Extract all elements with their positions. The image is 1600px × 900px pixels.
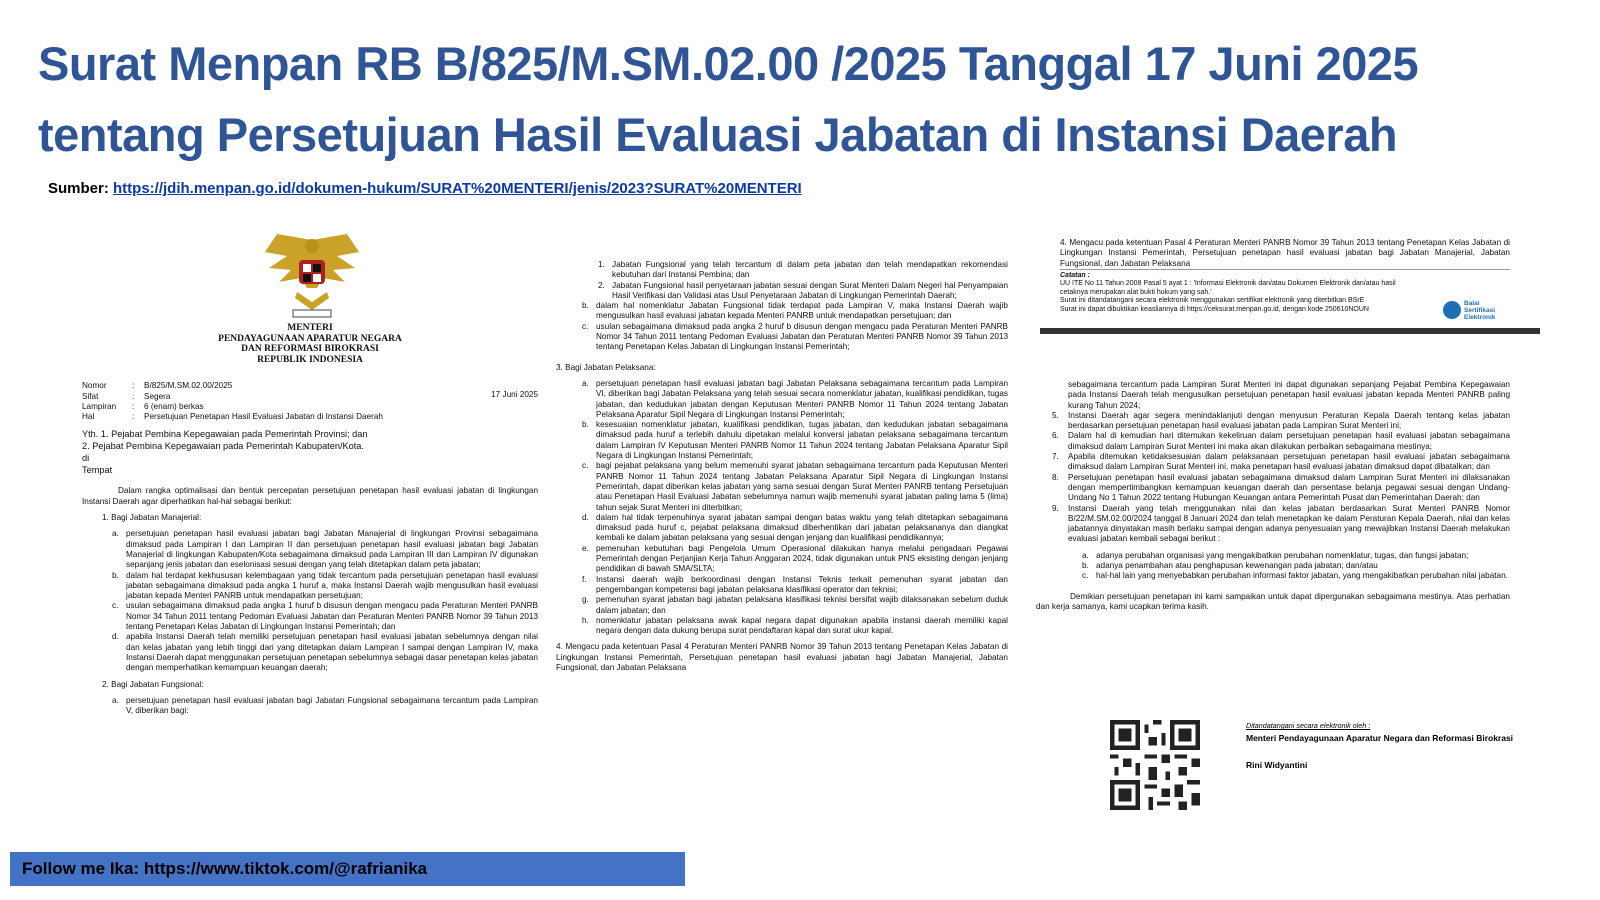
letter-header — [82, 323, 538, 365]
list-item: b. dalam hal terdapat kekhususan kelembagaan yang tidak tercantum pada persetujuan penetapan hasil evaluasi jabatan sebagaimana dimaksud pada angka 1 huruf a, maka Instansi Daerah wajib mengusulkan hasil evaluasi jabatan kepada Menteri PANRB untuk mendapatkan persetujuan; — [112, 570, 538, 601]
list-item: 9. Instansi Daerah yang telah menggunakan nilai dan kelas jabatan berdasarkan Surat Menteri PANRB Nomor B/22/M.SM.02.00/2024 tanggal 8 Januari 2024 dan telah menetapkan ke dalam Peraturan Kepala Daerah, nilai dan kelas jabatannya dinyatakan masih berlaku sampai dengan adanya penyesuaian yang mewajibkan Instansi Daerah melakukan evaluasi jabatan kembali sebagai berikut : — [1052, 503, 1510, 544]
section-title: 3. Bagi Jabatan Pelaksana: — [556, 362, 656, 372]
slide-title — [38, 28, 1578, 170]
title-line-1: Surat Menpan RB B/825/M.SM.02.00 /2025 Tanggal 17 Juni 2025 — [38, 37, 1419, 90]
page-divider — [1040, 328, 1540, 334]
qr-code-icon — [1110, 720, 1200, 810]
list-item: g. pemenuhan syarat jabatan bagi jabatan pelaksana klasifikasi teknisi bersifat wajib dilaksanakan sebelum duduk dalam jabatan; dan — [582, 595, 1008, 615]
list-item: sebagaimana tercantum pada Lampiran Surat Menteri ini dapat digunakan sepanjang Pejabat Pembina Kepegawaian pada Instansi Daerah telah mengusulkan persetujuan penetapan hasil evaluasi jabatan kepada Menteri PANRB paling kurang Tahun 2024; — [1068, 380, 1510, 410]
bsre-logo-icon — [1443, 301, 1461, 319]
list-item: 7. Apabila ditemukan ketidaksesuaian dalam pelaksanaan persetujuan penetapan hasil evaluasi jabatan sebagaimana dimaksud dalam Lampiran Surat Menteri ini, maka penetapan hasil evaluasi jabatan dimaksud dapat dibatalkan; dan — [1052, 452, 1510, 472]
letter-page-3 — [1036, 380, 1510, 612]
footer-banner: Follow me Ika: https://www.tiktok.com/@rafrianika — [10, 852, 685, 886]
list-item: a. persetujuan penetapan hasil evaluasi jabatan bagi Jabatan Manajerial di lingkungan Provinsi sebagaimana dimaksud pada Lampiran I dan Lampiran II dan persetujuan penetapan hasil evaluasi jabatan bagi Jabatan Manajerial di lingkungan Kabupaten/Kota sebagaimana dimaksud pada Lampiran III dan Lampiran IV digunakan sepanjang jenis jabatan dan eselonisasi sesuai dengan yang telah ditetapkan dalam peta jabatan; — [112, 529, 538, 570]
list-item: c. usulan sebagaimana dimaksud pada angka 2 huruf b disusun dengan mengacu pada Peraturan Menteri PANRB Nomor 34 Tahun 2011 tentang Pedoman Evaluasi Jabatan dan Peraturan Menteri PANRB Nomor 39 Tahun 2013 tentang Penetapan Kelas Jabatan di Lingkungan Instansi Pemerintah; — [582, 321, 1008, 352]
closing-text: Demikian persetujuan penetapan ini kami sampaikan untuk dapat dipergunakan sebagaimana mestinya. Atas perhatian dan kerja samanya, kami ucapkan terima kasih. — [1036, 591, 1510, 611]
header-line: PENDAYAGUNAAN APARATUR NEGARA — [218, 333, 402, 344]
section-title: 2. Bagi Jabatan Fungsional: — [102, 679, 204, 689]
list-item: d. apabila Instansi Daerah telah memiliki persetujuan penetapan hasil evaluasi jabatan sebelumnya dengan nilai dan kelas jabatan yang lebih tinggi dari yang ditetapkan dalam Lampiran I sampai dengan Lampiran IV, maka Instansi Daerah dapat menggunakan persetujuan penetapan sebelumnya sebagai dasar penetapan kelas jabatan dengan memperhatikan kemampuan keuangan daerah; — [112, 632, 538, 673]
list-item: c. bagi pejabat pelaksana yang belum memenuhi syarat jabatan sebagaimana tercantum pada Keputusan Menteri PANRB Nomor 11 Tahun 2024 tentang Jabatan Pelaksana Aparatur Sipil Negara di Lingkungan Instansi Pemerintah, dapat diberikan kelas jabatan yang sama sesuai dengan Surat Menteri PANRB tentang Persetujuan atau Penetapan Hasil Evaluasi Jabatan sebelumnya namun wajib memenuhi syarat jabatan paling lama 5 (lima) tahun sejak Surat Menteri ini diterbitkan; — [582, 461, 1008, 512]
section-title: 1. Bagi Jabatan Manajerial: — [102, 513, 202, 523]
source-label: Sumber: — [48, 180, 114, 197]
title-line-2: tentang Persetujuan Hasil Evaluasi Jabatan di Instansi Daerah — [38, 108, 1398, 161]
list-item: b. dalam hal nomenklatur Jabatan Fungsional tidak terdapat pada Lampiran V, maka Instansi Daerah wajib mengusulkan hasil evaluasi jabatan kepada Menteri PANRB untuk mendapatkan persetujuan; dan — [582, 301, 1008, 321]
list-item: c. usulan sebagaimana dimaksud pada angka 1 huruf b disusun dengan mengacu pada Peraturan Menteri PANRB Nomor 34 Tahun 2011 tentang Pedoman Evaluasi Jabatan dan Peraturan Menteri PANRB Nomor 39 Tahun 2013 tentang Penetapan Kelas Jabatan di Lingkungan Instansi Pemerintah; dan — [112, 601, 538, 632]
source-link[interactable]: https://jdih.menpan.go.id/dokumen-hukum/SURAT%20MENTERI/jenis/2023?SURAT%20MENTERI — [113, 180, 802, 197]
header-line: DAN REFORMASI BIROKRASI — [241, 344, 379, 355]
signature-block — [1110, 720, 1514, 820]
list-item: a. persetujuan penetapan hasil evaluasi jabatan bagi Jabatan Pelaksana sebagaimana tercantum pada Lampiran VI, diberikan bagi Jabatan Pelaksana yang telah sesuai secara nomenklatur jabatan, kualifikasi pendidikan, tugas jabatan, dan kedudukan jabatan dengan Keputusan Menteri PANRB Nomor 11 Tahun 2024 tentang Jabatan Pelaksana Aparatur Sipil Negara di Lingkungan Instansi Pemerintah; — [582, 378, 1008, 419]
list-item: a. persetujuan penetapan hasil evaluasi jabatan bagi Jabatan Fungsional sebagaimana tercantum pada Lampiran V, diberikan bagi: — [112, 695, 538, 716]
list-item: d. dalam hal tidak terpenuhinya syarat jabatan sampai dengan batas waktu yang telah ditetapkan sebagaimana dimaksud pada huruf c, pejabat pelaksana dimaksud diberhentikan dari jabatan pelaksananya dan diangkat kembali ke dalam jabatan pelaksana yang sesuai dengan jenjang dan kualifikasi pendidikannya; — [582, 512, 1008, 543]
garuda-emblem-icon — [257, 232, 367, 320]
letter-page-1 — [82, 232, 538, 822]
list-item: c. hal-hal lain yang menyebabkan perubahan informasi faktor jabatan, yang mengakibatkan perubahan nilai jabatan. — [1082, 571, 1508, 581]
source-line — [48, 180, 802, 197]
bsre-badge: Balai Sertifikasi Elektronik — [1443, 300, 1504, 321]
letter-meta: Nomor : B/825/M.SM.02.00/2025 Sifat : Segera Lampiran : 6 (enam) berkas Hal : Persetujuan Penetapan Hasil Evaluasi Jabatan di Instansi Daerah — [82, 381, 383, 422]
letter-intro: Dalam rangka optimalisasi dan bentuk percepatan persetujuan penetapan hasil evaluasi jabatan di lingkungan Instansi Daerah agar diperhatikan hal-hal sebagai berikut: — [82, 486, 538, 506]
list-item: b. kesesuaian nomenklatur jabatan, kualifikasi pendidikan, tugas jabatan, dan kedudukan jabatan sebagaimana dimaksud pada huruf a terlebih dahulu dipetakan melalui konversi jabatan pelaksana sebagaimana tercantum dalam Lampiran IV Keputusan Menteri PANRB Nomor 11 Tahun 2024 tentang Jabatan Pelaksana Aparatur Sipil Negara di Lingkungan Instansi Pemerintah; — [582, 420, 1008, 461]
header-line: REPUBLIK INDONESIA — [257, 354, 363, 365]
section-title: 4. Mengacu pada ketentuan Pasal 4 Peraturan Menteri PANRB Nomor 39 Tahun 2013 tentang Penetapan Kelas Jabatan di Lingkungan Instansi Pemerintah, Persetujuan penetapan hasil evaluasi jabatan bagi Jabatan Manajerial, Jabatan Fungsional, dan Jabatan Pelaksana — [1060, 238, 1510, 268]
letter-page-2 — [556, 260, 1008, 830]
letter-date: 17 Juni 2025 — [491, 390, 538, 399]
list-item: h. nomenklatur jabatan pelaksana awak kapal negara dapat digunakan apabila instansi daerah memiliki kapal negara dengan data dukung berupa surat pendaftaran kapal dan surat ukur kapal. — [582, 615, 1008, 636]
header-line: MENTERI — [287, 323, 333, 334]
list-item: 8. Persetujuan penetapan hasil evaluasi jabatan sebagaimana dimaksud dalam Lampiran Surat Menteri ini dilaksanakan dengan mempertimbangkan kemampuan keuangan daerah dan persentase belanja pegawai sesuai dengan Undang-Undang No 1 Tahun 2022 tentang Hubungan Keuangan antara Pemerintah Pusat dan Pemerintahan Daerah; dan — [1052, 472, 1510, 503]
list-item: e. pemenuhan kebutuhan bagi Pengelola Umum Operasional dilakukan hanya melalui pengadaan Pegawai Pemerintah dengan Perjanjian Kerja Tahun Anggaran 2024, tidak digunakan untuk PNS eksisting dengan jenjang pendidikan di bawah SMA/SLTA; — [582, 543, 1008, 574]
signature-box: Ditandatangani secara elektronik oleh : Menteri Pendayagunaan Aparatur Negara dan Reformasi Birokrasi Rini Widyantini — [1246, 721, 1514, 770]
addressee: Yth. 1. Pejabat Pembina Kepegawaian pada Pemerintah Provinsi; dan 2. Pejabat Pembina Kepegawaian pada Pemerintah Kabupaten/Kota. di Tempat — [82, 429, 368, 476]
list-item: a. adanya perubahan organisasi yang mengakibatkan perubahan nomenklatur, tugas, dan fungsi jabatan; — [1082, 550, 1469, 560]
list-item: 6. Dalam hal di kemudian hari ditemukan kekeliruan dalam persetujuan penetapan hasil evaluasi jabatan sebagaimana dimaksud dalam Lampiran Surat Menteri ini maka akan dilakukan perbaikan sebagaimana mestinya; — [1052, 431, 1510, 451]
list-item: 1. Jabatan Fungsional yang telah tercantum di dalam peta jabatan dan telah mendapatkan rekomendasi kebutuhan dari Instansi Pembina; dan — [598, 260, 1008, 280]
list-item: b. adanya penambahan atau penghapusan kewenangan pada jabatan; dan/atau — [1082, 561, 1378, 571]
list-item: f. Instansi daerah wajib berkoordinasi dengan Instansi Teknis terkait pemenuhan syarat jabatan dan pengembangan kompetensi bagi jabatan pelaksana klasifikasi operator dan teknisi; — [582, 574, 1008, 594]
catatan-box: Catatan : UU ITE No 11 Tahun 2008 Pasal 5 ayat 1 : 'Informasi Elektronik dan/atau Dokumen Elektronik dan/atau hasil cetaknya merupakan alat bukti hukum yang sah.' Surat ini ditandatangani secara elektronik menggunakan sertifikat elektronik yang diterbitkan BSrE Surat ini dapat dibuktikan keasliannya di https://ceksurat.menpan.go.id, dengan kode 250610NOUN Balai Sertifikasi Elektronik — [1060, 269, 1510, 315]
letter-page-3-top — [1060, 238, 1510, 321]
list-item: 2. Jabatan Fungsional hasil penyetaraan jabatan sesuai dengan Surat Menteri Dalam Negeri hal Penyampaian Hasil Verifikasi dan Validasi atas Usul Penyetaraan Jabatan di Lingkungan Pemerintah Daerah; — [598, 280, 1008, 300]
list-item: 5. Instansi Daerah agar segera menindaklanjuti dengan menyusun Peraturan Kepala Daerah tentang kelas jabatan berdasarkan persetujuan penetapan hasil evaluasi jabatan pada Lampiran Surat Menteri ini; — [1052, 410, 1510, 431]
section-title: 4. Mengacu pada ketentuan Pasal 4 Peraturan Menteri PANRB Nomor 39 Tahun 2013 tentang Penetapan Kelas Jabatan di Lingkungan Instansi Pemerintah, Persetujuan penetapan hasil evaluasi jabatan bagi Jabatan Manajerial, Jabatan Fungsional, dan Jabatan Pelaksana — [556, 642, 1008, 672]
